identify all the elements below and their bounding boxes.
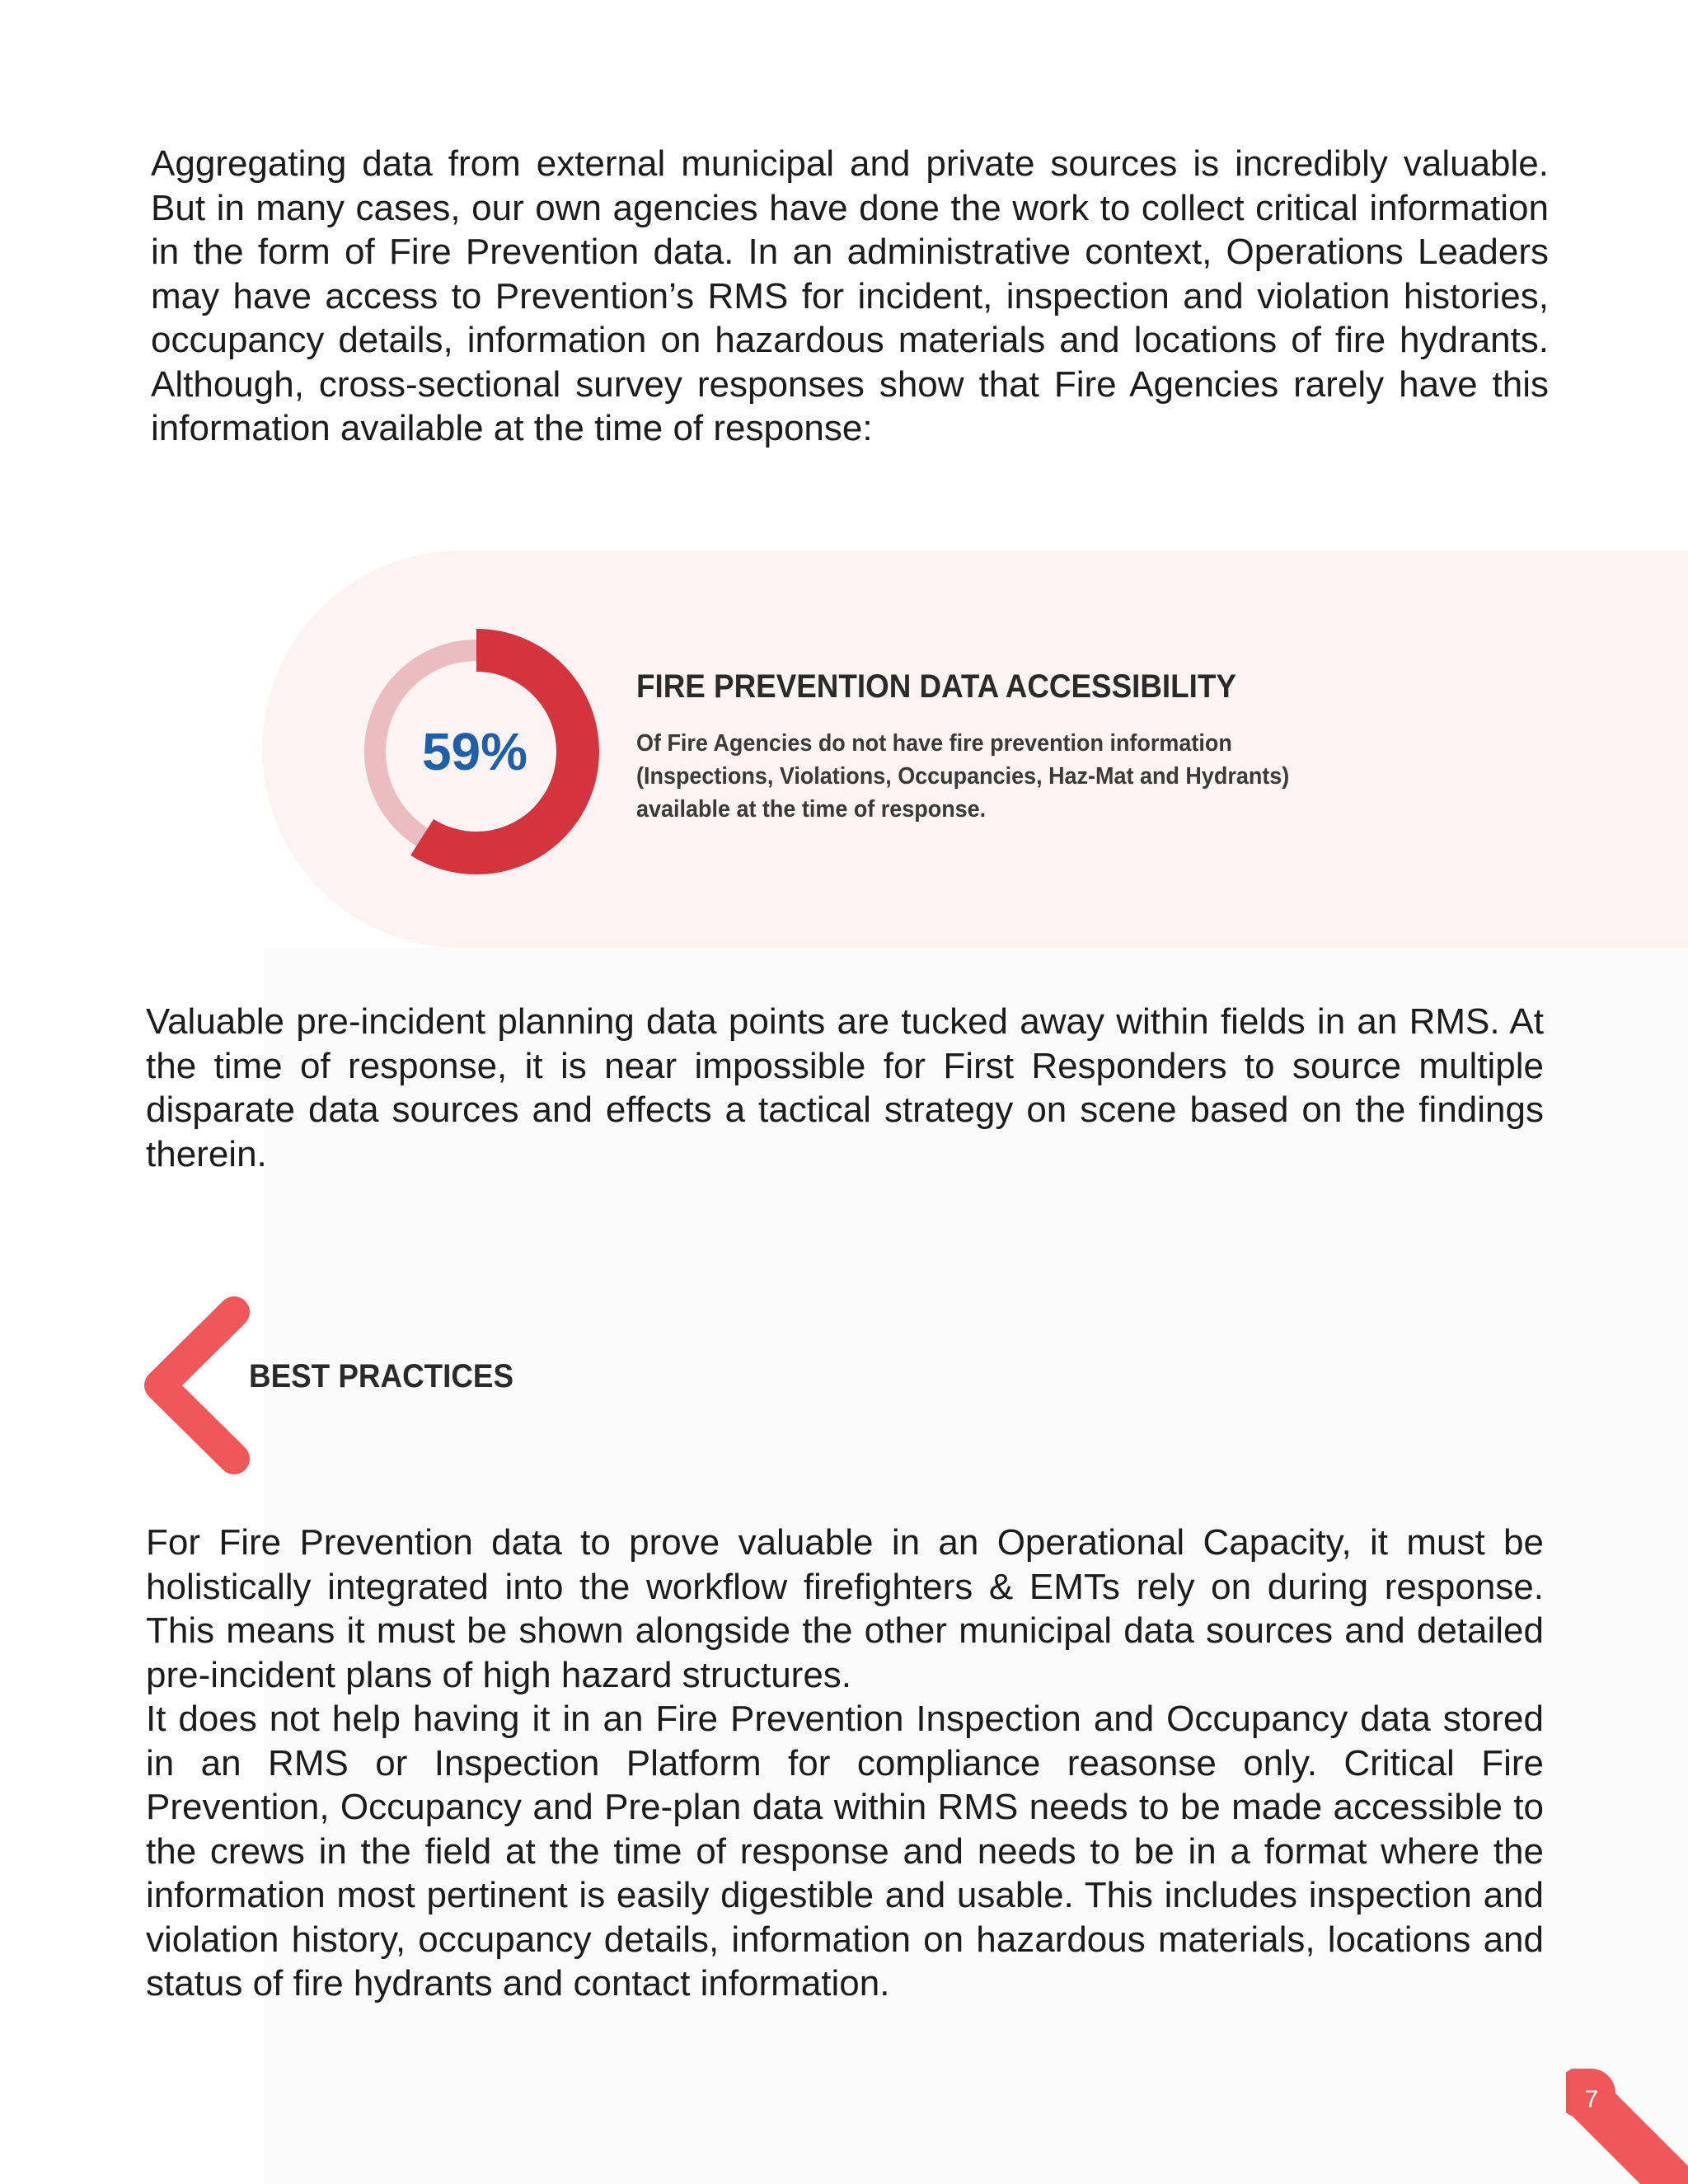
intro-paragraph: Aggregating data from external municipal and private sources is incredibly valuable. But in many cases, our own agencies have done the work to collect critical information in the form of Fire Prevention data. In an administrative context, Operations Leaders may have access to Prevention’s RMS for incident, inspection and violation histories, occupancy details, information on hazardous materials and locations of fire hydrants. Although, cross-sectional survey responses show that Fire Agencies rarely have this information available at the time of response: [151,143,1549,448]
best-practices-heading: BEST PRACTICES [249,1358,514,1394]
chevron-left-icon [138,1292,254,1479]
stat-value: 59% [421,722,528,781]
stat-description: Of Fire Agencies do not have fire prevention information (Inspections, Violations, Occupancies, Haz-Mat and Hydrants) available at the time of response. [636,730,1290,823]
best-practices-text: For Fire Prevention data to prove valuable in an Operational Capacity, it must be holistically integrated into the workflow firefighters & EMTs rely on during response. This means it must be shown alongside the other municipal data sources and detailed pre-incident plans of high hazard structures. It does not help having it in an Fire Prevention Inspection and Occupancy data stored in an RMS or Inspection Platform for compliance reasonse only. Critical Fire Prevention, Occupancy and Pre-plan data within RMS needs to be made accessible to the crews in the field at the time of response and needs to be in a format where the information most pertinent is easily digestible and usable. This includes inspection and violation history, occupancy details, information on hazardous materials, locations and status of fire hydrants and contact information. [146,1522,1544,2004]
best-practices-body [146,1521,1544,2006]
middle-paragraph: Valuable pre-incident planning data points are tucked away within fields in an RMS. At the time of response, it is near impossible for First Responders to source multiple disparate data sources and effects a tactical strategy on scene based on the findings therein. [146,1001,1544,1174]
stat-title: FIRE PREVENTION DATA ACCESSIBILITY [636,668,1236,705]
page-number: 7 [1584,2086,1599,2113]
